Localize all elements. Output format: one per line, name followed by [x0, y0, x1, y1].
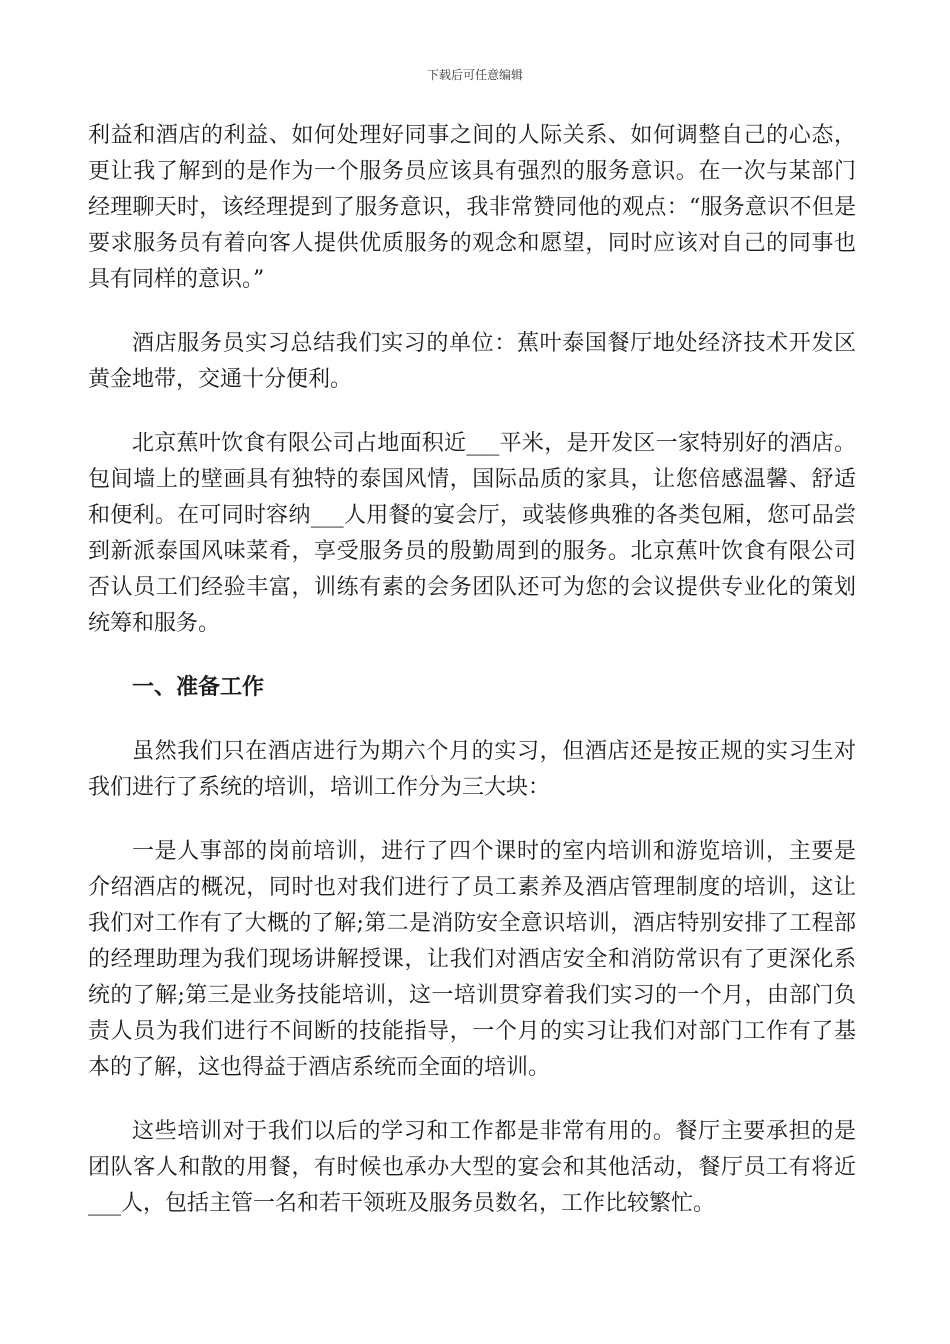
- paragraph-training-details: 一是人事部的岗前培训，进行了四个课时的室内培训和游览培训，主要是介绍酒店的概况，同时也对我们进行了员工素养及酒店管理制度的培训，这让我们对工作有了大概的了解;第二是消防安全意识培训，酒店特别安排了工程部的经理助理为我们现场讲解授课，让我们对酒店安全和消防常识有了更深化系统的了解;第三是业务技能培训，这一培训贯穿着我们实习的一个月，由部门负责人员为我们进行不间断的技能指导，一个月的实习让我们对部门工作有了基本的了解，这也得益于酒店系统而全面的培训。: [88, 839, 856, 1080]
- paragraph-continuation: 利益和酒店的利益、如何处理好同事之间的人际关系、如何调整自己的心态，更让我了解到的是作为一个服务员应该具有强烈的服务意识。在一次与某部门经理聊天时，该经理提到了服务意识，我非常赞同他的观点：“服务意识不但是要求服务员有着向客人提供优质服务的观念和愿望，同时应该对自己的同事也具有同样的意识。”: [88, 123, 856, 292]
- page-header: 下载后可任意编辑: [426, 68, 523, 82]
- section-heading: 一、准备工作: [132, 675, 265, 700]
- paragraph-internship-unit: 酒店服务员实习总结我们实习的单位：蕉叶泰国餐厅地处经济技术开发区黄金地带，交通十分便利。: [88, 331, 856, 392]
- paragraph-company-intro: 北京蕉叶饮食有限公司占地面积近___平米，是开发区一家特别好的酒店。包间墙上的壁画具有独特的泰国风情，国际品质的家具，让您倍感温馨、舒适和便利。在可同时容纳___人用餐的宴会厅，或装修典雅的各类包厢，您可品尝到新派泰国风味菜肴，享受服务员的殷勤周到的服务。北京蕉叶饮食有限公司否认员工们经验丰富，训练有素的会务团队还可为您的会议提供专业化的策划统筹和服务。: [88, 431, 856, 636]
- paragraph-restaurant-duties: 这些培训对于我们以后的学习和工作都是非常有用的。餐厅主要承担的是团队客人和散的用餐，有时候也承办大型的宴会和其他活动，餐厅员工有将近___人，包括主管一名和若干领班及服务员数名，工作比较繁忙。: [88, 1119, 856, 1216]
- paragraph-training-overview: 虽然我们只在酒店进行为期六个月的实习，但酒店还是按正规的实习生对我们进行了系统的培训，培训工作分为三大块：: [88, 739, 856, 800]
- document-body: [88, 118, 856, 1250]
